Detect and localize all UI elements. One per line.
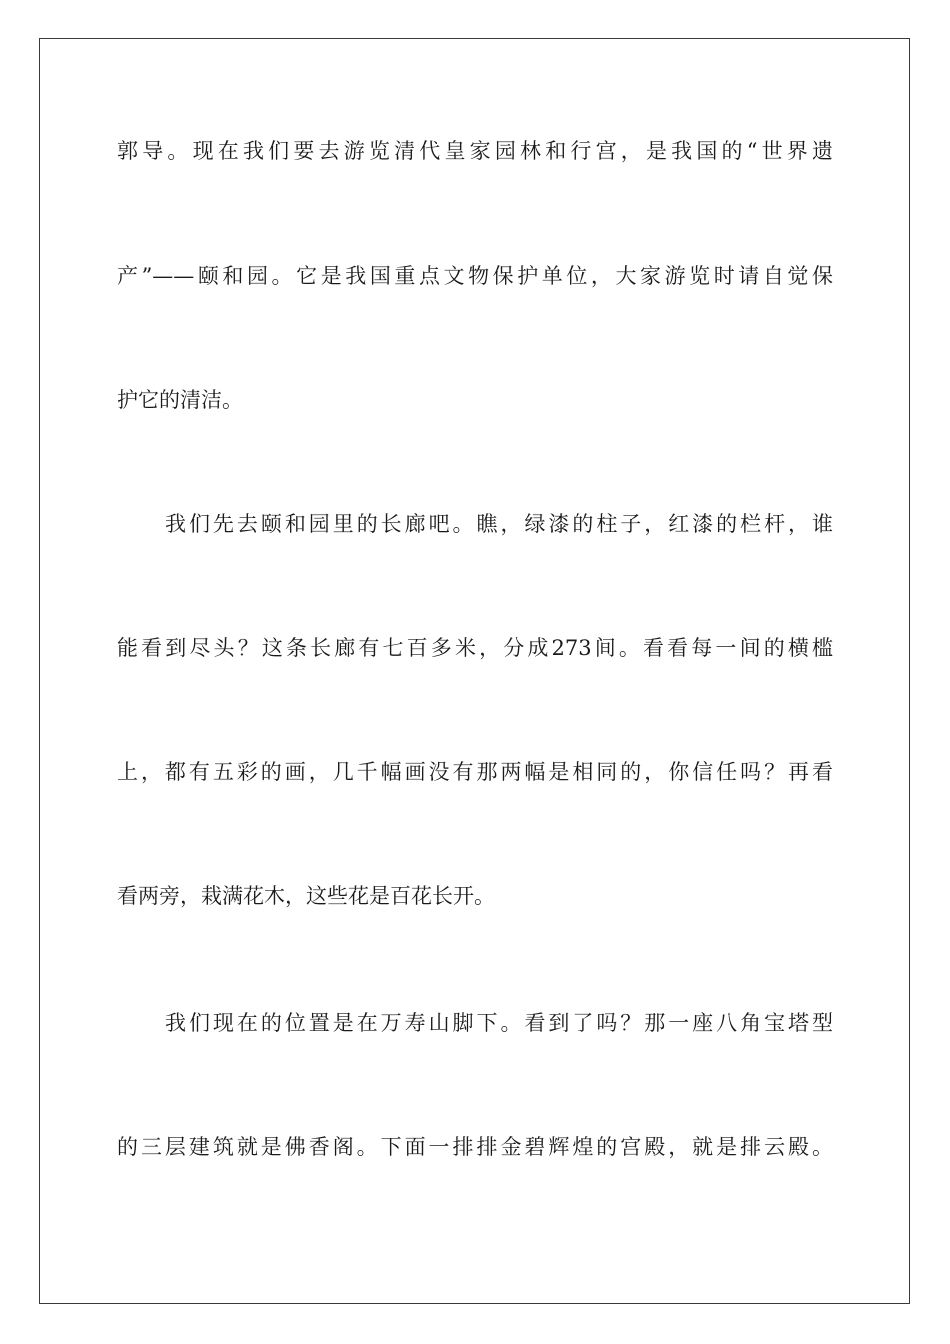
paragraph-line: 能看到尽头？这条长廊有七百多米，分成273间。看看每一间的横槛 [117,636,833,660]
paragraph-line: 的三层建筑就是佛香阁。下面一排排金碧辉煌的宫殿，就是排云殿。 [117,1135,833,1159]
paragraph-line: 上，都有五彩的画，几千幅画没有那两幅是相同的，你信任吗？再看 [117,760,833,784]
paragraph-line: 产”——颐和园。它是我国重点文物保护单位，大家游览时请自觉保 [117,264,833,288]
paragraph-line: 护它的清洁。 [117,388,243,412]
paragraph-line: 看两旁，栽满花木，这些花是百花长开。 [117,884,495,908]
page-border [39,38,910,1304]
paragraph-line: 郭导。现在我们要去游览清代皇家园林和行宫，是我国的“世界遗 [117,139,833,163]
paragraph-line: 我们现在的位置是在万寿山脚下。看到了吗？那一座八角宝塔型 [165,1011,833,1035]
paragraph-line: 我们先去颐和园里的长廊吧。瞧，绿漆的柱子，红漆的栏杆，谁 [165,512,833,536]
